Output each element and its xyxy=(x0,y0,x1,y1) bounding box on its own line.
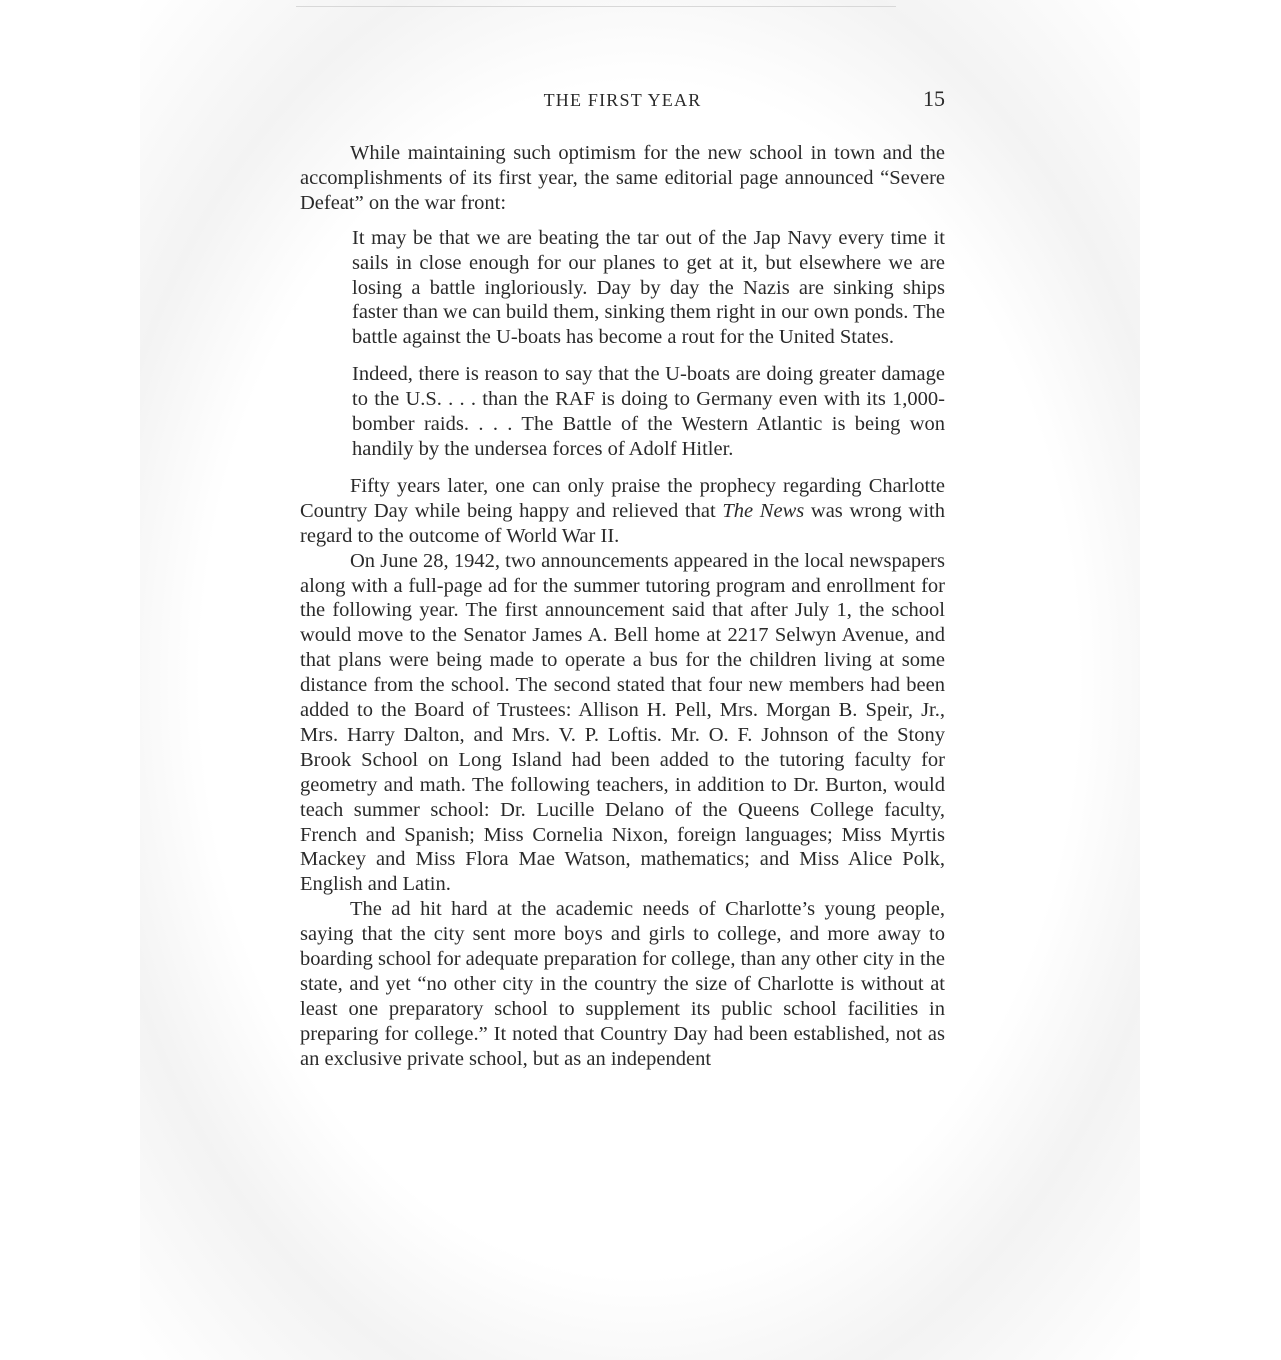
block-quote-2: Indeed, there is reason to say that the U-boats are doing greater damage to the U.S. . . . than the RAF is doing to Germany even with its 1,000-bomber raids. . . . The Battle of the Western Atlantic is being won handily by the undersea forces of Adolf Hitler. xyxy=(352,363,945,460)
page-number: 15 xyxy=(923,86,945,111)
paragraph-fifty-years-later xyxy=(300,474,945,549)
paragraph-fifty-years-text-a: Fifty years later, one can only praise the prophecy regarding Charlotte Country Day while being happy and relieved that xyxy=(300,474,945,522)
paragraph-ad: The ad hit hard at the academic needs of Charlotte’s young people, saying that the city sent more boys and girls to college, and more away to boarding school for adequate preparation for college, than any other city in the state, and yet “no other city in the country the size of Charlotte is without at least one preparatory school to supplement its public school facilities in preparing for college.” It noted that Country Day had been established, not as an exclusive private school, but as an independent xyxy=(300,898,945,1070)
paragraph-fifty-years-text-b: was wrong with regard to the outcome of World War II. xyxy=(300,499,945,547)
newspaper-title: The News xyxy=(722,499,805,522)
scan-edge-line xyxy=(296,6,896,7)
running-head xyxy=(300,86,945,118)
block-quote-1: It may be that we are beating the tar out of the Jap Navy every time it sails in close enough for our planes to get at it, but elsewhere we are losing a battle ingloriously. Day by day the Nazis are sinking ships faster than we can build them, sinking them right in our own ponds. The battle against the U-boats has become a rout for the United States. xyxy=(352,226,945,349)
body-text xyxy=(300,141,945,1072)
running-title: THE FIRST YEAR xyxy=(543,90,702,110)
paragraph-editorial-intro: While maintaining such optimism for the new school in town and the accomplishments of its first year, the same editorial page announced “Severe Defeat” on the war front: xyxy=(300,142,945,214)
paragraph-announcements: On June 28, 1942, two announcements appeared in the local newspapers along with a full-page ad for the summer tutoring program and enrollment for the following year. The first announcement said that after July 1, the school would move to the Senator James A. Bell home at 2217 Selwyn Avenue, and that plans were being made to operate a bus for the children living at some distance from the school. The second stated that four new members had been added to the Board of Trustees: Allison H. Pell, Mrs. Morgan B. Speir, Jr., Mrs. Harry Dalton, and Mrs. V. P. Loftis. Mr. O. F. Johnson of the Stony Brook School on Long Island had been added to the tutoring faculty for geometry and math. The following teachers, in addition to Dr. Burton, would teach summer school: Dr. Lucille Delano of the Queens College faculty, French and Spanish; Miss Cornelia Nixon, foreign languages; Miss Myrtis Mackey and Miss Flora Mae Watson, mathematics; and Miss Alice Polk, English and Latin. xyxy=(300,549,945,896)
